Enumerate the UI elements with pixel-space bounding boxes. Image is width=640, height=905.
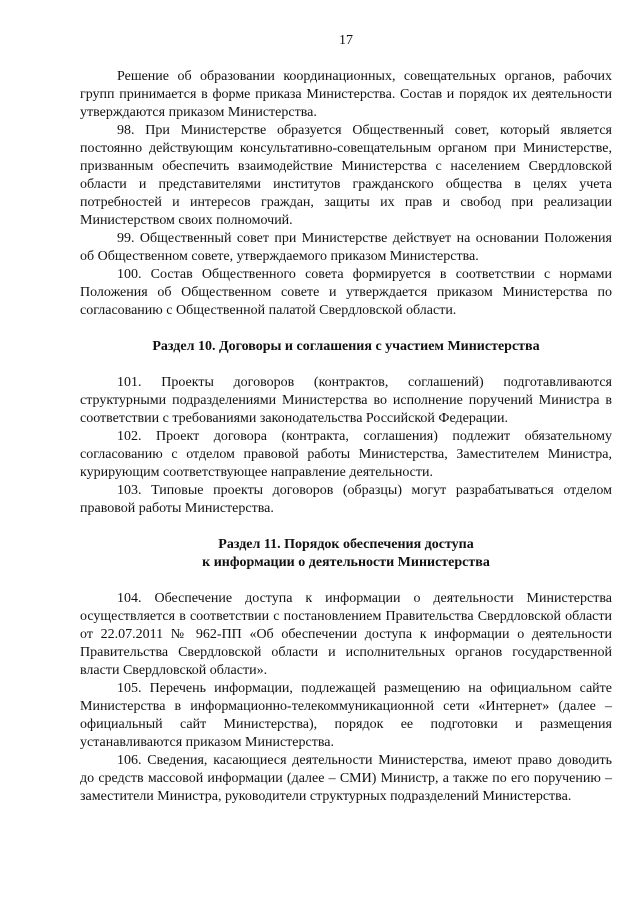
document-page [80,32,612,806]
section-11-title-line-2: к информации о деятельности Министерства [202,555,490,570]
spacer [80,320,612,338]
paragraph-98: 98. При Министерстве образуется Общественный совет, который является постоянно действующим консультативно-совещательным органом при Министерстве, призванным обеспечить взаимодействие Министерства с населением Свердловской области и представителями институтов гражданского общества в целях учета потребностей и интересов граждан, защиты их прав и свобод при реализации Министерством своих полномочий. [80,123,612,228]
section-10-title: Раздел 10. Договоры и соглашения с участием Министерства [152,339,540,354]
page-number: 17 [339,33,353,48]
spacer [80,518,612,536]
paragraph-105: 105. Перечень информации, подлежащей размещению на официальном сайте Министерства в информационно-телекоммуникационной сети «Интернет» (далее – официальный сайт Министерства), порядок ее подготовки и размещения устанавливаются приказом Министерства. [80,681,612,750]
spacer [80,572,612,590]
paragraph-100: 100. Состав Общественного совета формируется в соответствии с нормами Положения об Общественном совете и утверждается приказом Министерства по согласованию с Общественной палатой Свердловской области. [80,267,612,318]
paragraph-104: 104. Обеспечение доступа к информации о деятельности Министерства осуществляется в соответствии с постановлением Правительства Свердловской области от 22.07.2011 № 962-ПП «Об обеспечении доступа к информации о деятельности Правительства Свердловской области и исполнительных органов государственной власти Свердловской области». [80,591,612,678]
paragraph-103: 103. Типовые проекты договоров (образцы) могут разрабатываться отделом правовой работы Министерства. [80,483,612,516]
paragraph-106: 106. Сведения, касающиеся деятельности Министерства, имеют право доводить до средств массовой информации (далее – СМИ) Министр, а также по его поручению – заместители Министра, руководители структурных подразделений Министерства. [80,753,612,804]
section-11-title-line-1: Раздел 11. Порядок обеспечения доступа [218,537,474,552]
section-11-title [80,536,612,572]
paragraph-102: 102. Проект договора (контракта, соглашения) подлежит обязательному согласованию с отделом правовой работы Министерства, Заместителем Министра, курирующим соответствующее направление деятельности. [80,429,612,480]
paragraph-99: 99. Общественный совет при Министерстве действует на основании Положения об Общественном совете, утверждаемого приказом Министерства. [80,231,612,264]
spacer [80,356,612,374]
paragraph-101: 101. Проекты договоров (контрактов, соглашений) подготавливаются структурными подразделениями Министерства во исполнение поручений Министра в соответствии с требованиями законодательства Российской Федерации. [80,375,612,426]
paragraph-working-groups: Решение об образовании координационных, совещательных органов, рабочих групп принимается в форме приказа Министерства. Состав и порядок их деятельности утверждаются приказом Министерства. [80,69,612,120]
